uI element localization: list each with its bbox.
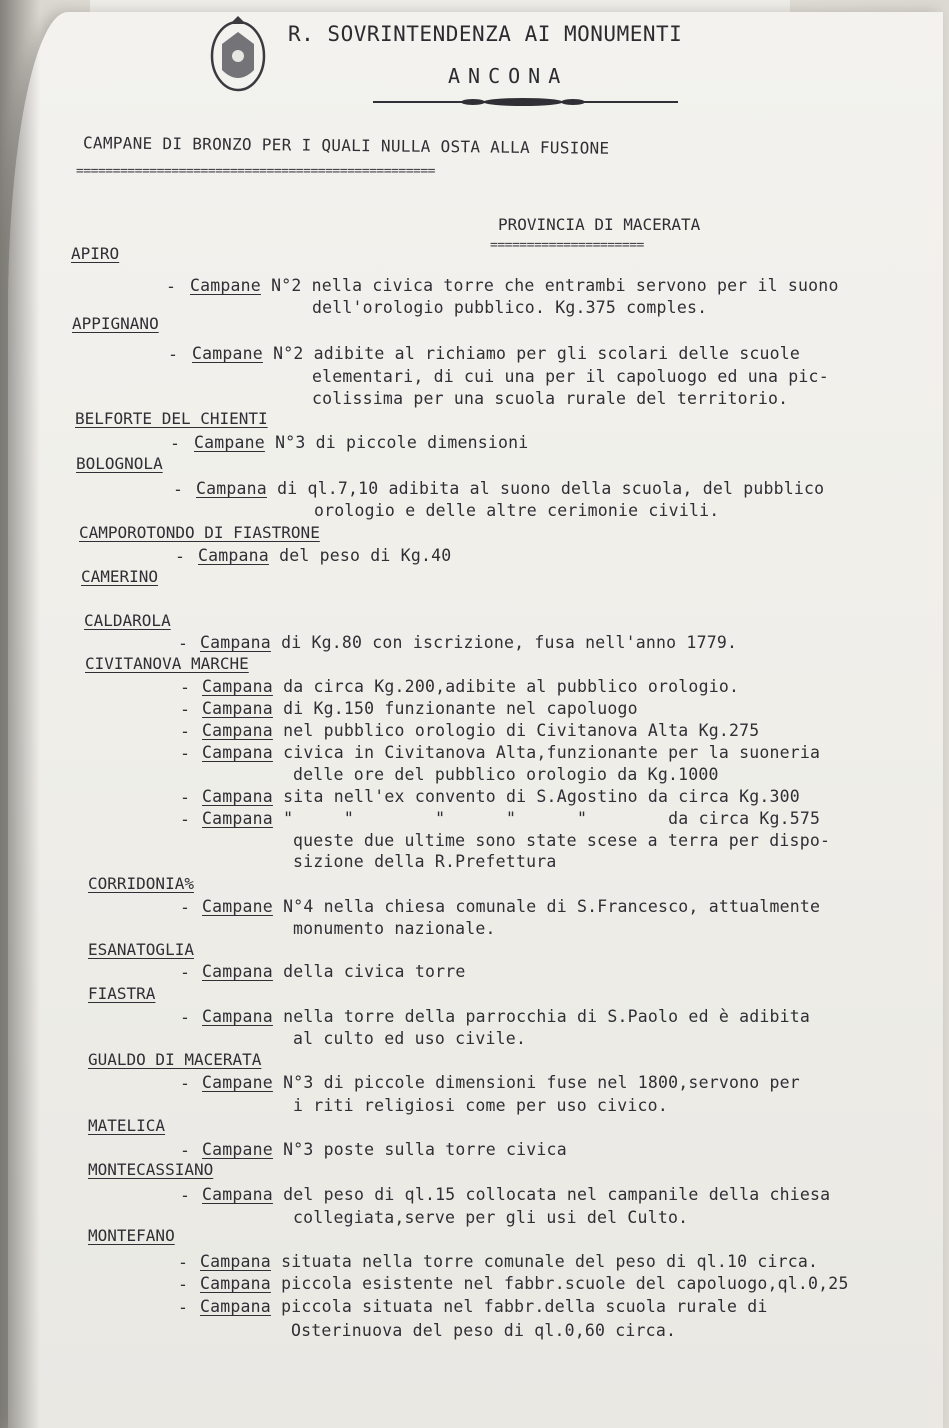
item-line: Campana del peso di Kg.40 [198, 546, 452, 565]
town-heading: CORRIDONIA% [88, 874, 194, 893]
item-dash: - [180, 963, 190, 982]
item-line: Campana di ql.7,10 adibita al suono della scuola, del pubblico [196, 479, 825, 498]
item-line: Campana piccola situata nel fabbr.della scuola rurale di [200, 1297, 768, 1316]
town-heading: MONTEFANO [88, 1226, 175, 1245]
town-heading: MATELICA [88, 1116, 166, 1135]
item-dash: - [180, 1074, 190, 1093]
item-dash: - [180, 788, 190, 807]
item-continuation: Osterinuova del peso di ql.0,60 circa. [291, 1321, 677, 1340]
item-dash: - [178, 1275, 188, 1294]
item-line: Campane N°3 di piccole dimensioni [194, 433, 529, 452]
town-heading: BELFORTE DEL CHIENTI [75, 409, 268, 428]
town-heading: ESANATOGLIA [88, 940, 194, 959]
town-heading: FIASTRA [88, 984, 156, 1003]
item-line: Campana situata nella torre comunale del peso di ql.10 circa. [200, 1252, 819, 1271]
province-heading: PROVINCIA DI MACERATA [498, 215, 701, 234]
town-heading: APPIGNANO [72, 314, 159, 333]
item-dash: - [180, 1186, 190, 1205]
item-line: Campana piccola esistente nel fabbr.scuole del capoluogo,ql.0,25 [200, 1274, 849, 1293]
item-line: Campane N°3 poste sulla torre civica [202, 1140, 567, 1159]
item-continuation: monumento nazionale. [293, 919, 496, 938]
item-dash: - [180, 810, 190, 829]
item-continuation: colissima per una scuola rurale del territorio. [312, 389, 789, 408]
item-line: Campana della civica torre [202, 962, 466, 981]
item-continuation: queste due ultime sono state scese a terra per dispo- [293, 831, 831, 850]
item-line: Campana da circa Kg.200,adibite al pubblico orologio. [202, 677, 740, 696]
item-dash: - [178, 1253, 188, 1272]
item-continuation: collegiata,serve per gli usi del Culto. [293, 1208, 689, 1227]
town-heading: CAMPOROTONDO DI FIASTRONE [79, 523, 320, 542]
item-line: Campana nella torre della parrocchia di S.Paolo ed è adibita [202, 1007, 811, 1026]
town-heading: CIVITANOVA MARCHE [85, 654, 249, 673]
item-line: Campane N°4 nella chiesa comunale di S.Francesco, attualmente [202, 897, 821, 916]
item-continuation: sizione della R.Prefettura [293, 852, 557, 871]
item-dash: - [180, 744, 190, 763]
item-dash: - [180, 898, 190, 917]
document-title: CAMPANE DI BRONZO PER I QUALI NULLA OSTA ALLA FUSIONE [82, 133, 610, 158]
item-dash: - [173, 480, 183, 499]
item-dash: - [180, 1141, 190, 1160]
item-line: Campane N°2 nella civica torre che entrambi servono per il suono [190, 276, 839, 295]
page-curl-shadow [0, 0, 40, 1428]
item-line: Campane N°3 di piccole dimensioni fuse nel 1800,servono per [202, 1073, 800, 1092]
town-heading: CALDAROLA [84, 611, 171, 630]
item-dash: - [180, 722, 190, 741]
item-dash: - [166, 277, 176, 296]
item-line: Campana di Kg.80 con iscrizione, fusa nell'anno 1779. [200, 633, 738, 652]
typed-document-page [8, 12, 943, 1428]
office-heading: R. SOVRINTENDENZA AI MONUMENTI [288, 22, 683, 46]
item-continuation: elementari, di cui una per il capoluogo ed una pic- [312, 367, 829, 386]
title-rule: ================================================= [76, 164, 436, 179]
item-line: Campana del peso di ql.15 collocata nel campanile della chiesa [202, 1185, 831, 1204]
item-line: Campana civica in Civitanova Alta,funzionante per la suoneria [202, 743, 821, 762]
item-line: Campana nel pubblico orologio di Civitanova Alta Kg.275 [202, 721, 760, 740]
town-heading: APIRO [71, 244, 120, 263]
item-line: Campane N°2 adibite al richiamo per gli scolari delle scuole [192, 344, 801, 363]
item-continuation: delle ore del pubblico orologio da Kg.1000 [293, 765, 719, 784]
city-heading: ANCONA [448, 64, 569, 88]
item-dash: - [168, 345, 178, 364]
item-line: Campana di Kg.150 funzionante nel capoluogo [202, 699, 638, 718]
item-line: Campana sita nell'ex convento di S.Agostino da circa Kg.300 [202, 787, 800, 806]
province-rule: ===================== [490, 238, 644, 253]
item-dash: - [180, 1008, 190, 1027]
item-continuation: al culto ed uso civile. [293, 1029, 527, 1048]
town-heading: CAMERINO [81, 567, 159, 586]
item-continuation: dell'orologio pubblico. Kg.375 comples. [312, 298, 708, 317]
item-continuation: i riti religiosi come per uso civico. [293, 1096, 668, 1115]
crest-icon [208, 14, 268, 94]
ornament-divider [373, 96, 678, 108]
town-heading: GUALDO DI MACERATA [88, 1050, 262, 1069]
item-dash: - [178, 1298, 188, 1317]
item-line: Campana " " " " " da circa Kg.575 [202, 809, 821, 828]
item-dash: - [178, 634, 188, 653]
item-dash: - [175, 547, 185, 566]
item-dash: - [170, 434, 180, 453]
item-continuation: orologio e delle altre cerimonie civili. [314, 501, 720, 520]
item-dash: - [180, 700, 190, 719]
item-dash: - [180, 678, 190, 697]
town-heading: BOLOGNOLA [76, 454, 163, 473]
town-heading: MONTECASSIANO [88, 1160, 214, 1179]
